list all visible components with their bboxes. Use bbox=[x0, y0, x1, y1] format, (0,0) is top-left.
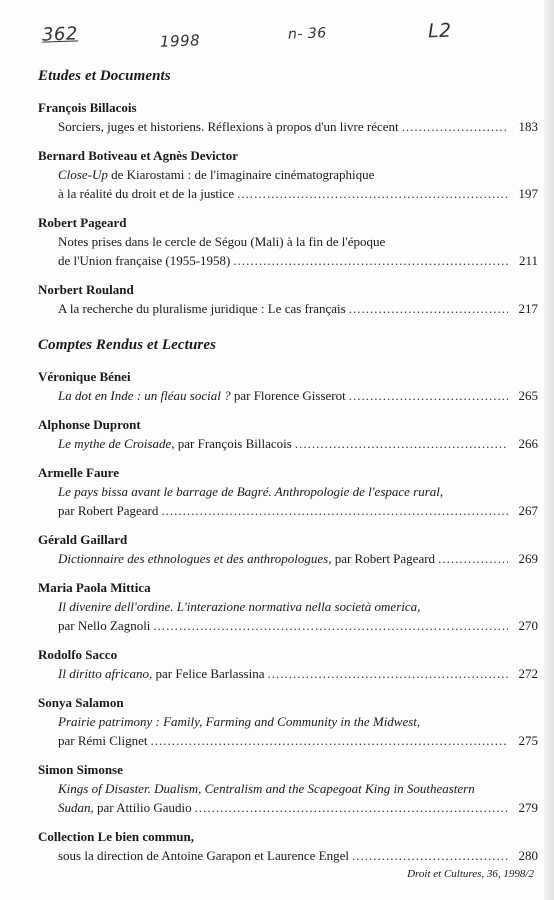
page-number: 211 bbox=[518, 253, 538, 268]
entry-leader-line bbox=[38, 798, 538, 817]
dot-leader bbox=[295, 434, 508, 453]
entry-title-italic: Close-Up bbox=[58, 167, 108, 182]
page-number: 275 bbox=[518, 733, 538, 748]
toc-entry bbox=[38, 828, 538, 865]
entry-leader-text bbox=[58, 501, 158, 520]
page-number: 266 bbox=[518, 436, 538, 451]
page-number: 183 bbox=[518, 119, 538, 134]
handwritten-note-3: n- 36 bbox=[287, 25, 327, 43]
entry-leader-text bbox=[58, 616, 150, 635]
entry-leader-line bbox=[38, 501, 538, 520]
entry-leader-line bbox=[38, 117, 538, 136]
dot-leader bbox=[402, 117, 508, 136]
page-number: 269 bbox=[518, 551, 538, 566]
entry-leader-line bbox=[38, 731, 538, 750]
entry-title-line bbox=[38, 779, 538, 798]
entry-author: François Billacois bbox=[38, 100, 137, 115]
section-title: Etudes et Documents bbox=[38, 68, 171, 84]
page-number: 197 bbox=[518, 186, 538, 201]
entry-leader-line bbox=[38, 616, 538, 635]
toc-entry bbox=[38, 368, 538, 405]
entry-leader-suffix: par Attilio Gaudio bbox=[93, 800, 192, 815]
entry-leader-prefix: A la recherche du pluralisme juridique : Le cas français bbox=[58, 301, 346, 316]
page-number: 279 bbox=[518, 800, 538, 815]
entry-leader-text bbox=[58, 184, 234, 203]
entry-leader-prefix: Sorciers, juges et historiens. Réflexions à propos d'un livre récent bbox=[58, 119, 399, 134]
entry-leader-line bbox=[38, 549, 538, 568]
entry-leader-line bbox=[38, 664, 538, 683]
entry-leader-prefix: par Nello Zagnoli bbox=[58, 618, 151, 633]
entry-leader-text bbox=[58, 798, 192, 817]
page-edge-shadow bbox=[544, 0, 554, 900]
toc-entry bbox=[38, 281, 538, 318]
dot-leader bbox=[349, 299, 508, 318]
entry-leader-text bbox=[58, 846, 349, 865]
entry-leader-italic: Le mythe de Croisade, bbox=[58, 436, 175, 451]
entry-leader-line bbox=[38, 434, 538, 453]
toc-entry bbox=[38, 99, 538, 136]
entry-leader-prefix: de l'Union française (1955-1958) bbox=[58, 253, 231, 268]
entry-leader-prefix: sous la direction de Antoine Garapon et Laurence Engel bbox=[58, 848, 349, 863]
entry-title-line bbox=[38, 597, 538, 616]
entry-leader-text bbox=[58, 117, 399, 136]
toc-entry bbox=[38, 416, 538, 453]
entry-title-italic: Il divenire dell'ordine. L'interazione normativa nella società omerica, bbox=[58, 599, 421, 614]
dot-leader bbox=[352, 846, 508, 865]
toc-entry bbox=[38, 214, 538, 270]
entry-title-text: de Kiarostami : de l'imaginaire cinématographique bbox=[107, 167, 375, 182]
dot-leader bbox=[233, 251, 508, 270]
table-of-contents bbox=[38, 68, 538, 876]
entry-leader-italic: Sudan, bbox=[58, 800, 94, 815]
entry-author: Norbert Rouland bbox=[38, 282, 134, 297]
entry-title-line bbox=[38, 165, 538, 184]
handwritten-note-4: L2 bbox=[427, 19, 453, 43]
entry-leader-prefix: par Robert Pageard bbox=[58, 503, 159, 518]
toc-entry bbox=[38, 464, 538, 520]
toc-entry bbox=[38, 147, 538, 203]
entry-leader-suffix: par Florence Gisserot bbox=[230, 388, 346, 403]
dot-leader bbox=[268, 664, 508, 683]
entry-leader-line bbox=[38, 251, 538, 270]
entry-author: Robert Pageard bbox=[38, 215, 127, 230]
dot-leader bbox=[153, 616, 508, 635]
page-number: 280 bbox=[518, 848, 538, 863]
entry-author: Bernard Botiveau et Agnès Devictor bbox=[38, 148, 239, 163]
entry-leader-text bbox=[58, 549, 435, 568]
entry-leader-prefix: par Rémi Clignet bbox=[58, 733, 148, 748]
entry-leader-line bbox=[38, 299, 538, 318]
entry-author: Armelle Faure bbox=[38, 465, 119, 480]
entry-author: Rodolfo Sacco bbox=[38, 647, 118, 662]
entry-title-line bbox=[38, 232, 538, 251]
dot-leader bbox=[161, 501, 508, 520]
entry-leader-text bbox=[58, 299, 346, 318]
entry-author: Sonya Salamon bbox=[38, 695, 124, 710]
dot-leader bbox=[195, 798, 508, 817]
entry-leader-suffix: par Felice Barlassina bbox=[152, 666, 265, 681]
page-number: 265 bbox=[518, 388, 538, 403]
section-title: Comptes Rendus et Lectures bbox=[38, 337, 217, 353]
entry-leader-text bbox=[58, 731, 148, 750]
entry-title-italic: Kings of Disaster. Dualism, Centralism and the Scapegoat King in Southeastern bbox=[58, 781, 475, 796]
entry-leader-suffix: par François Billacois bbox=[174, 436, 292, 451]
handwritten-note-2: 1998 bbox=[159, 31, 201, 51]
entry-author: Collection Le bien commun, bbox=[38, 829, 194, 844]
entry-author: Maria Paola Mittica bbox=[38, 580, 151, 595]
entry-leader-text bbox=[58, 386, 346, 405]
toc-entry bbox=[38, 531, 538, 568]
entry-leader-italic: La dot en Inde : un fléau social ? bbox=[58, 388, 231, 403]
section-gap bbox=[38, 329, 538, 337]
dot-leader bbox=[151, 731, 508, 750]
page-number: 270 bbox=[518, 618, 538, 633]
entry-author: Gérald Gaillard bbox=[38, 532, 128, 547]
page-number: 267 bbox=[518, 503, 538, 518]
toc-entry bbox=[38, 579, 538, 635]
toc-entry bbox=[38, 646, 538, 683]
entry-title-line bbox=[38, 712, 538, 731]
page-number: 272 bbox=[518, 666, 538, 681]
entry-leader-italic: Dictionnaire des ethnologues et des anthropologues, bbox=[58, 551, 332, 566]
entry-leader-line bbox=[38, 846, 538, 865]
entry-leader-text bbox=[58, 434, 292, 453]
entry-leader-text bbox=[58, 251, 230, 270]
page-number: 217 bbox=[518, 301, 538, 316]
entry-title-line bbox=[38, 482, 538, 501]
entry-leader-prefix: à la réalité du droit et de la justice bbox=[58, 186, 235, 201]
handwritten-note-1: 362 bbox=[41, 23, 79, 46]
entry-leader-text bbox=[58, 664, 265, 683]
dot-leader bbox=[349, 386, 508, 405]
entry-author: Alphonse Dupront bbox=[38, 417, 141, 432]
entry-leader-suffix: par Robert Pageard bbox=[331, 551, 436, 566]
entry-author: Véronique Bénei bbox=[38, 369, 131, 384]
entry-leader-line bbox=[38, 184, 538, 203]
journal-footer: Droit et Cultures, 36, 1998/2 bbox=[407, 868, 534, 880]
toc-entry bbox=[38, 694, 538, 750]
entry-title-italic: Le pays bissa avant le barrage de Bagré. Anthropologie de l'espace rural, bbox=[58, 484, 444, 499]
entry-leader-line bbox=[38, 386, 538, 405]
entry-leader-italic: Il diritto africano, bbox=[58, 666, 153, 681]
dot-leader bbox=[438, 549, 508, 568]
dot-leader bbox=[237, 184, 508, 203]
toc-entry bbox=[38, 761, 538, 817]
entry-title-italic: Prairie patrimony : Family, Farming and Community in the Midwest, bbox=[58, 714, 421, 729]
entry-title-text: Notes prises dans le cercle de Ségou (Mali) à la fin de l'époque bbox=[58, 234, 386, 249]
entry-author: Simon Simonse bbox=[38, 762, 123, 777]
